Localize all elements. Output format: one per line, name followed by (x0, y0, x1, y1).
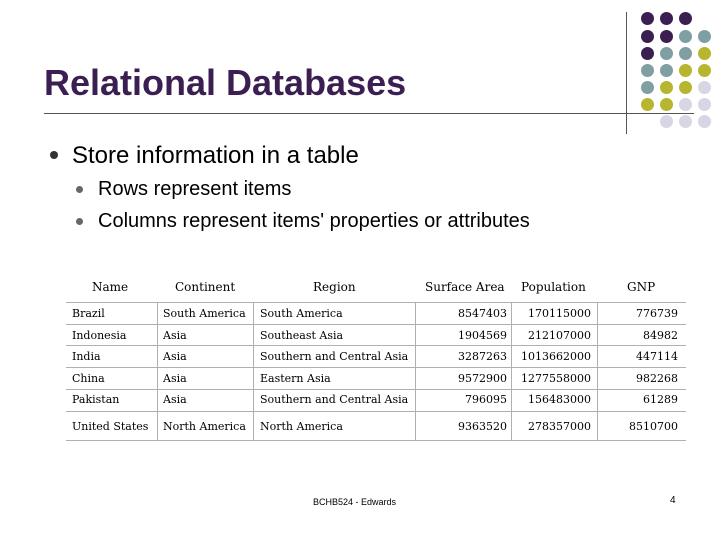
table-grid-line (66, 324, 686, 325)
table-grid-line (66, 302, 686, 303)
table-grid-line (66, 345, 686, 346)
dot-icon (698, 81, 711, 94)
dot-icon (698, 30, 711, 43)
cell-continent: Asia (163, 329, 187, 342)
cell-continent: South America (163, 307, 246, 320)
column-header-region: Region (313, 280, 356, 294)
dot-icon (698, 64, 711, 77)
cell-name: Indonesia (72, 329, 127, 342)
table-grid-line (66, 440, 686, 441)
cell-region: North America (260, 420, 343, 433)
table-grid-line (415, 302, 416, 440)
dot-icon (698, 115, 711, 128)
slide-footer: BCHB524 - Edwards (313, 497, 397, 507)
bullet-icon (76, 218, 83, 225)
column-header-gnp: GNP (627, 280, 656, 294)
dot-icon (679, 81, 692, 94)
cell-continent: Asia (163, 372, 187, 385)
cell-name: China (72, 372, 105, 385)
cell-surface-area: 9363520 (458, 420, 507, 433)
sub-bullet-text: Rows represent items (98, 178, 292, 200)
dot-icon (660, 115, 673, 128)
cell-gnp: 8510700 (629, 420, 678, 433)
table-grid-line (253, 302, 254, 440)
cell-region: Southeast Asia (260, 329, 344, 342)
cell-gnp: 447114 (636, 350, 678, 363)
dot-icon (679, 12, 692, 25)
column-header-surface-area: Surface Area (425, 280, 505, 294)
cell-surface-area: 8547403 (458, 307, 507, 320)
dot-icon (679, 30, 692, 43)
page-number: 4 (670, 495, 676, 506)
cell-name: Pakistan (72, 393, 120, 406)
vertical-divider (626, 12, 627, 134)
table-grid-line (511, 302, 512, 440)
cell-region: South America (260, 307, 343, 320)
dot-icon (641, 81, 654, 94)
cell-population: 278357000 (528, 420, 591, 433)
bullet-icon (76, 186, 83, 193)
cell-population: 212107000 (528, 329, 591, 342)
dot-icon (679, 115, 692, 128)
dot-icon (660, 64, 673, 77)
column-header-population: Population (521, 280, 586, 294)
cell-region: Southern and Central Asia (260, 393, 409, 406)
table-grid-line (66, 389, 686, 390)
bullet-text: Store information in a table (72, 142, 359, 169)
cell-gnp: 61289 (643, 393, 678, 406)
column-header-name: Name (92, 280, 129, 294)
dot-icon (679, 64, 692, 77)
dot-icon (679, 98, 692, 111)
cell-name: Brazil (72, 307, 105, 320)
table-grid-line (66, 411, 686, 412)
dot-icon (641, 12, 654, 25)
dot-icon (679, 47, 692, 60)
cell-continent: North America (163, 420, 246, 433)
dot-icon (660, 98, 673, 111)
cell-continent: Asia (163, 393, 187, 406)
dot-icon (698, 98, 711, 111)
table-grid-line (157, 302, 158, 440)
cell-population: 170115000 (528, 307, 591, 320)
cell-surface-area: 9572900 (458, 372, 507, 385)
dot-icon (641, 98, 654, 111)
cell-population: 1013662000 (521, 350, 591, 363)
dot-icon (660, 30, 673, 43)
sub-bullet-text: Columns represent items' properties or attributes (98, 210, 530, 232)
cell-continent: Asia (163, 350, 187, 363)
dot-icon (641, 47, 654, 60)
dot-icon (698, 47, 711, 60)
dot-icon (660, 81, 673, 94)
cell-gnp: 84982 (643, 329, 678, 342)
dot-icon (660, 12, 673, 25)
cell-population: 156483000 (528, 393, 591, 406)
dot-icon (660, 47, 673, 60)
bullet-icon (50, 151, 58, 159)
dot-icon (641, 30, 654, 43)
cell-gnp: 982268 (636, 372, 678, 385)
cell-surface-area: 3287263 (458, 350, 507, 363)
table-grid-line (66, 367, 686, 368)
column-header-continent: Continent (175, 280, 236, 294)
slide-title: Relational Databases (44, 62, 407, 103)
cell-gnp: 776739 (636, 307, 678, 320)
cell-surface-area: 1904569 (458, 329, 507, 342)
cell-surface-area: 796095 (465, 393, 507, 406)
cell-region: Eastern Asia (260, 372, 331, 385)
dot-icon (641, 64, 654, 77)
cell-population: 1277558000 (521, 372, 591, 385)
table-grid-line (597, 302, 598, 440)
cell-region: Southern and Central Asia (260, 350, 409, 363)
title-underline (44, 113, 694, 114)
cell-name: United States (72, 420, 149, 433)
cell-name: India (72, 350, 101, 363)
